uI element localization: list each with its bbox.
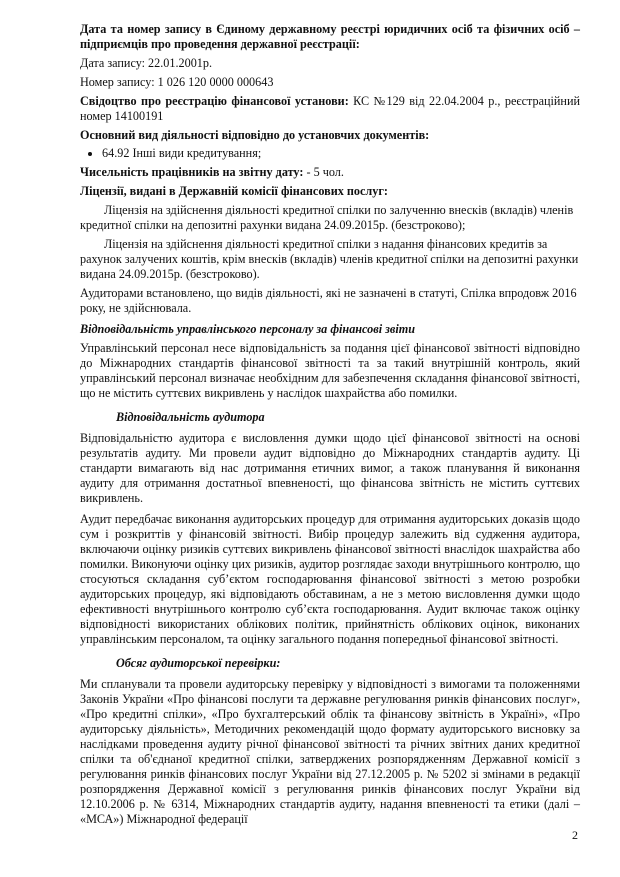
certificate-paragraph xyxy=(80,94,580,124)
certificate-label: Свідоцтво про реєстрацію фінансової установи: xyxy=(80,94,349,108)
audit-scope-text: Ми спланували та провели аудиторську перевірку у відповідності з вимогами та положеннями Законів України «Про фінансові послуги та державне регулювання ринків фінансових послуг», «Про кредитні спілки», «Про бухгалтерський облік та фінансову звітність в Україні», «Про аудиторську діяльність», Методичних рекомендацій щодо формату аудиторського висновку за наслідками проведення аудиту річної фінансової звітності та річних звітних даних кредитної спілки та об'єднаної кредитної спілки, затверджених розпорядженням Державної комісії з регулювання ринків фінансових послуг України від 27.12.2005 р. № 5202 зі змінами в редакції розпорядження Державної комісії з регулювання ринків фінансових послуг України від 12.10.2006 р. № 6314, Міжнародних стандартів аудиту, надання впевненості та етики (далі – «МСА») Міжнародної федерації xyxy=(80,677,580,826)
auditors-note: Аудиторами встановлено, що видів діяльності, які не зазначені в статуті, Спілка впродовж 2016 року, не здійснювала. xyxy=(80,286,577,315)
document-page xyxy=(80,22,580,827)
auditor-responsibility-text-1: Відповідальністю аудитора є висловлення думки щодо цієї фінансової звітності на основі результатів аудиту. Ми провели аудит відповідно до Міжнародних стандартів аудиту. Ці стандарти вимагають від нас дотримання етичних вимог, а також планування й виконання аудиту для отримання достатньої впевненості, що фінансова звітність не містить суттєвих викривлень. xyxy=(80,431,580,505)
activity-list xyxy=(80,146,580,161)
certificate-text: КС №129 від 22.04.2004 р., реєстраційний номер 14100191 xyxy=(80,94,580,123)
registration-heading: Дата та номер запису в Єдиному державному реєстрі юридичних осіб та фізичних осіб – підприємців про проведення державної реєстрації: xyxy=(80,22,580,51)
licenses-heading: Ліцензії, видані в Державній комісії фінансових послуг: xyxy=(80,184,388,198)
staff-value: - 5 чол. xyxy=(303,165,344,179)
auditor-responsibility-heading: Відповідальність аудитора xyxy=(116,410,265,424)
activity-item: • 64.92 Інші види кредитування; xyxy=(102,146,580,161)
registration-number: Номер запису: 1 026 120 0000 000643 xyxy=(80,75,274,89)
license-1: Ліцензія на здійснення діяльності кредитної спілки по залученню внесків (вкладів) членів кредитної спілки на депозитні рахунки видана 24.09.2015р. (безстроково); xyxy=(80,203,574,232)
staff-label: Чисельність працівників на звітну дату: xyxy=(80,165,304,179)
activity-heading: Основний вид діяльності відповідно до установчих документів: xyxy=(80,128,430,142)
page-number: 2 xyxy=(572,828,578,842)
management-responsibility-text: Управлінський персонал несе відповідальність за подання цієї фінансової звітності відповідно до Міжнародних стандартів фінансової звітності та за такий внутрішній контроль, який управлінський персонал визначає необхідним для забезпечення складання фінансової звітності, що не містить суттєвих викривлень у наслідок шахрайства або помилки. xyxy=(80,341,580,400)
audit-scope-heading: Обсяг аудиторської перевірки: xyxy=(116,656,281,670)
staff-paragraph xyxy=(80,165,580,180)
management-responsibility-heading: Відповідальність управлінського персоналу за фінансові звіти xyxy=(80,322,415,336)
registration-date: Дата запису: 22.01.2001р. xyxy=(80,56,213,70)
auditor-responsibility-text-2: Аудит передбачає виконання аудиторських процедур для отримання аудиторських доказів щодо сум і розкриттів у фінансовій звітності. Вибір процедур залежить від судження аудитора, включаючи оцінку ризиків суттєвих викривлень фінансової звітності внаслідок шахрайства або помилки. Виконуючи оцінку цих ризиків, аудитор розглядає заходи внутрішнього контролю, що стосуються складання суб’єктом господарювання фінансової звітності з метою розробки аудиторських процедур, які відповідають обставинам, а не з метою висловлення думки щодо ефективності внутрішнього контролю суб’єкта господарювання. Аудит включає також оцінку відповідності використаних облікових політик, прийнятність облікових оцінок, виконаних управлінським персоналом, та оцінку загального подання попередньої фінансової звітності. xyxy=(80,512,580,646)
license-2: Ліцензія на здійснення діяльності кредитної спілки з надання фінансових кредитів за рахунок залучених коштів, крім внесків (вкладів) членів кредитної спілки на депозитні рахунки видана 24.09.2015р. (безстроково). xyxy=(80,237,579,281)
